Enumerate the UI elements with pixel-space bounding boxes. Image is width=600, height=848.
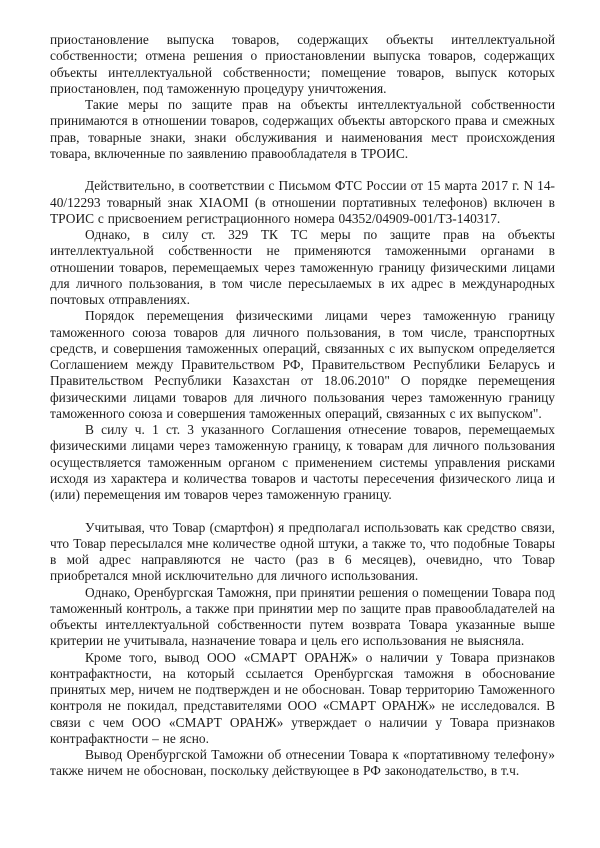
paragraph: Порядок перемещения физическими лицами через таможенную границу таможенного союза товаров для личного пользования, в том числе, транспортных средств, и совершения таможенных операций, связанных с их выпуском определяется Соглашением между Правительством РФ, Правительством Республики Беларусь и Правительством Республики Казахстан от 18.06.2010" О порядке перемещения физическими лицами товаров для личного пользования через таможенную границу таможенного союза и совершения таможенных операций, связанных с их выпуском". bbox=[50, 308, 555, 421]
paragraph: Действительно, в соответствии с Письмом ФТС России от 15 марта 2017 г. N 14-40/12293 товарный знак XIAOMI (в отношении портативных телефонов) включен в ТРОИС с присвоением регистрационного номера 04352/04909-001/ТЗ-140317. bbox=[50, 178, 555, 226]
document-section-1 bbox=[50, 32, 555, 162]
document-section-2 bbox=[50, 178, 555, 503]
paragraph: Однако, в силу ст. 329 ТК ТС меры по защите прав на объекты интеллектуальной собственности не применяются таможенными органами в отношении товаров, перемещаемых через таможенную границу физическими лицами для личного пользования, в том числе пересылаемых в их адрес в международных почтовых отправлениях. bbox=[50, 227, 555, 307]
paragraph: В силу ч. 1 ст. 3 указанного Соглашения отнесение товаров, перемещаемых физическими лицами через таможенную границу, к товарам для личного пользования осуществляется таможенным органом с применением системы управления рисками исходя из характера и количества товаров и частоты пересечения физического лица и (или) перемещения им товаров через таможенную границу. bbox=[50, 422, 555, 502]
paragraph: Вывод Оренбургской Таможни об отнесении Товара к «портативному телефону» также ничем не обоснован, поскольку действующее в РФ законодательство, в т.ч. bbox=[50, 747, 555, 779]
paragraph: Кроме того, вывод ООО «СМАРТ ОРАНЖ» о наличии у Товара признаков контрафактности, на который ссылается Оренбургская таможня в обоснование принятых мер, ничем не подтвержден и не обоснован. Товар территорию Таможенного контроля не покидал, представителями ООО «СМАРТ ОРАНЖ» не исследовался. В связи с чем ООО «СМАРТ ОРАНЖ» утверждает о наличии у Товара признаков контрафактности – не ясно. bbox=[50, 649, 555, 746]
paragraph: Однако, Оренбургская Таможня, при принятии решения о помещении Товара под таможенный контроль, а также при принятии мер по защите прав правообладателей на объекты интеллектуальной собственности путем возврата Товара указанные выше критерии не учитывала, назначение товара и цель его использования не выясняла. bbox=[50, 584, 555, 649]
paragraph: Учитывая, что Товар (смартфон) я предполагал использовать как средство связи, что Товар пересылался мне количестве одной штуки, а также то, что подобные Товары в мой адрес направляются не часто (раз в 6 месяцев), очевидно, что Товар приобретался мной исключительно для личного использования. bbox=[50, 519, 555, 584]
document-section-3 bbox=[50, 520, 555, 780]
paragraph: Такие меры по защите прав на объекты интеллектуальной собственности принимаются в отношении товаров, содержащих объекты авторского права и смежных прав, товарные знаки, знаки обслуживания и наименования мест происхождения товара, включенные по заявлению правообладателя в ТРОИС. bbox=[50, 97, 555, 161]
document-content bbox=[50, 32, 555, 780]
paragraph: приостановление выпуска товаров, содержащих объекты интеллектуальной собственности; отмена решения о приостановлении выпуска товаров, содержащих объекты интеллектуальной собственности; помещение товаров, выпуск которых приостановлен, под таможенную процедуру уничтожения. bbox=[50, 32, 555, 96]
